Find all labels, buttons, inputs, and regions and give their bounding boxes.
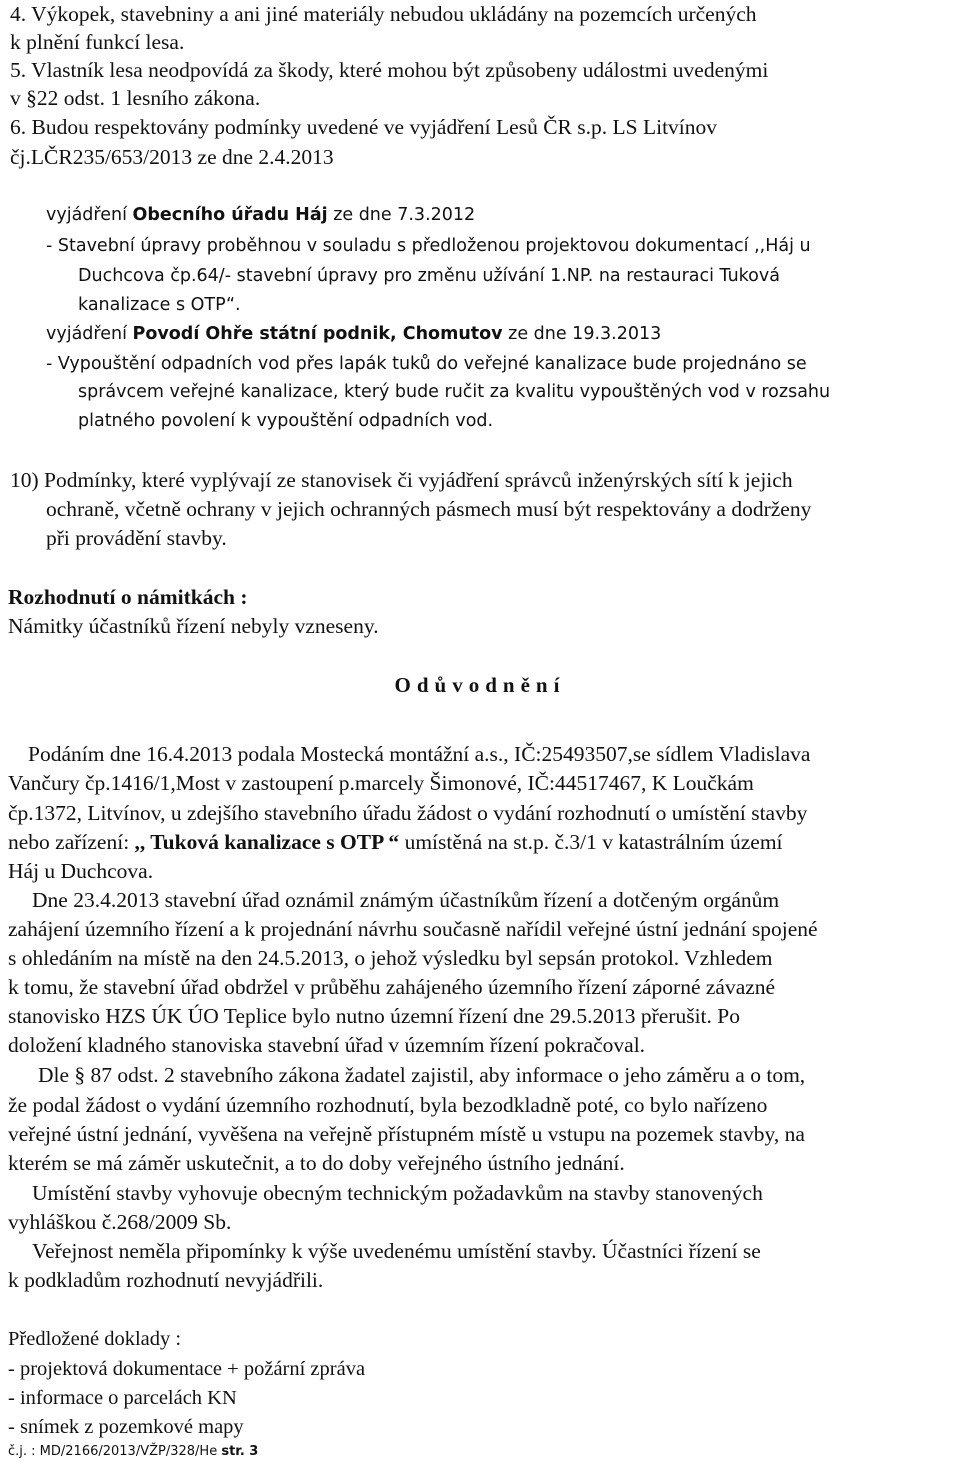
page-number: str. 3 bbox=[221, 1444, 259, 1459]
reasoning-p5-line-1: Veřejnost neměla připomínky k výše uvedenému umístění stavby. Účastníci řízení se bbox=[32, 1239, 761, 1263]
project-name: ,, Tuková kanalizace s OTP “ bbox=[134, 830, 400, 854]
reasoning-p1-line-1: Podáním dne 16.4.2013 podala Mostecká montážní a.s., IČ:25493507,se sídlem Vladislava bbox=[28, 742, 811, 766]
documents-heading: Předložené doklady : bbox=[8, 1328, 182, 1350]
documents-item: - snímek z pozemkové mapy bbox=[8, 1416, 244, 1438]
reasoning-p1-line-3: čp.1372, Litvínov, u zdejšího stavebního úřadu žádost o vydání rozhodnutí o umístění stavby bbox=[8, 801, 808, 825]
obec-statement-heading bbox=[46, 201, 475, 229]
reasoning-p2-line-3: s ohledáním na místě na den 24.5.2013, o jehož výsledku byl sepsán protokol. Vzhledem bbox=[8, 946, 773, 970]
reasoning-p2-line-4: k tomu, že stavební úřad obdržel v průběhu zahájeného územního řízení záporné závazné bbox=[8, 975, 776, 999]
objections-text: Námitky účastníků řízení nebyly vzneseny. bbox=[8, 614, 379, 638]
condition-10-line-1: 10) Podmínky, které vyplývají ze stanovisek či vyjádření správců inženýrských sítí k jejich bbox=[10, 468, 793, 492]
objections-heading: Rozhodnutí o námitkách : bbox=[8, 585, 248, 609]
documents-item: - informace o parcelách KN bbox=[8, 1387, 237, 1409]
condition-4-line-2: k plnění funkcí lesa. bbox=[10, 30, 185, 54]
obec-date: ze dne 7.3.2012 bbox=[327, 205, 476, 225]
reasoning-p5-line-2: k podkladům rozhodnutí nevyjádřili. bbox=[8, 1268, 324, 1292]
condition-5-line-1: 5. Vlastník lesa neodpovídá za škody, které mohou být způsobeny událostmi uvedenými bbox=[10, 58, 769, 82]
condition-4-line-1: 4. Výkopek, stavebniny a ani jiné materiály nebudou ukládány na pozemcích určených bbox=[10, 2, 757, 26]
obec-statement-line-3: kanalizace s OTP“. bbox=[78, 295, 241, 315]
reasoning-p3-line-3: veřejné ústní jednání, vyvěšena na veřejně přístupném místě u vstupu na pozemek stavby, na bbox=[8, 1122, 805, 1146]
povodi-statement-line-2: správcem veřejné kanalizace, který bude ručit za kvalitu vypouštěných vod v rozsahu bbox=[78, 382, 831, 402]
povodi-statement-line-1: - Vypouštění odpadních vod přes lapák tuků do veřejné kanalizace bude projednáno se bbox=[46, 354, 807, 374]
obec-statement-line-2: Duchcova čp.64/- stavební úpravy pro změnu užívání 1.NP. na restauraci Tuková bbox=[78, 266, 780, 286]
povodi-statement-line-3: platného povolení k vypouštění odpadních vod. bbox=[78, 411, 494, 431]
povodi-name: Povodí Ohře státní podnik, Chomutov bbox=[132, 324, 503, 344]
reasoning-p1-line-2: Vančury čp.1416/1,Most v zastoupení p.marcely Šimonové, IČ:44517467, K Loučkám bbox=[8, 771, 754, 795]
povodi-prefix: vyjádření bbox=[46, 324, 133, 344]
povodi-statement-heading bbox=[46, 320, 661, 348]
documents-item: - projektová dokumentace + požární zpráva bbox=[8, 1358, 366, 1380]
reasoning-p3-line-2: že podal žádost o vydání územního rozhodnutí, byla bezodkladně poté, co bylo nařízeno bbox=[8, 1093, 768, 1117]
page-footer bbox=[8, 1444, 258, 1460]
obec-statement-line-1: - Stavební úpravy proběhnou v souladu s předloženou projektovou dokumentací ,,Háj u bbox=[46, 236, 811, 256]
condition-10-line-3: při provádění stavby. bbox=[46, 526, 227, 550]
condition-10-line-2: ochraně, včetně ochrany v jejich ochranných pásmech musí být respektovány a dodrženy bbox=[46, 497, 812, 521]
reasoning-p3-line-4: kterém se má záměr uskutečnit, a to do doby veřejného ústního jednání. bbox=[8, 1151, 625, 1175]
condition-6-line-1: 6. Budou respektovány podmínky uvedené ve vyjádření Lesů ČR s.p. LS Litvínov bbox=[10, 115, 718, 139]
reasoning-p1-l4-c: umístěná na st.p. č.3/1 v katastrálním území bbox=[399, 830, 783, 854]
reasoning-p1-line-5: Háj u Duchcova. bbox=[8, 859, 154, 883]
reasoning-p1-l4-a: nebo zařízení: bbox=[8, 830, 135, 854]
povodi-date: ze dne 19.3.2013 bbox=[502, 324, 662, 344]
reasoning-p2-line-2: zahájení územního řízení a k projednání návrhu současně nařídil veřejné ústní jednání spojené bbox=[8, 917, 818, 941]
condition-5-line-2: v §22 odst. 1 lesního zákona. bbox=[10, 86, 261, 110]
reference-number: č.j. : MD/2166/2013/VŽP/328/He bbox=[8, 1444, 222, 1459]
reasoning-p3-line-1: Dle § 87 odst. 2 stavebního zákona žadatel zajistil, aby informace o jeho záměru a o tom, bbox=[38, 1063, 806, 1087]
reasoning-p1-line-4 bbox=[8, 828, 783, 856]
reasoning-p2-line-6: doložení kladného stanoviska stavební úřad v územním řízení pokračoval. bbox=[8, 1033, 646, 1057]
reasoning-p4-line-1: Umístění stavby vyhovuje obecným technickým požadavkům na stavby stanovených bbox=[32, 1181, 763, 1205]
reasoning-heading: Odůvodnění bbox=[394, 673, 566, 697]
obec-name: Obecního úřadu Háj bbox=[132, 205, 328, 225]
obec-prefix: vyjádření bbox=[46, 205, 133, 225]
reasoning-p2-line-1: Dne 23.4.2013 stavební úřad oznámil známým účastníkům řízení a dotčeným orgánům bbox=[32, 888, 780, 912]
reasoning-p2-line-5: stanovisko HZS ÚK ÚO Teplice bylo nutno územní řízení dne 29.5.2013 přerušit. Po bbox=[8, 1004, 740, 1028]
reasoning-p4-line-2: vyhláškou č.268/2009 Sb. bbox=[8, 1210, 232, 1234]
condition-6-line-2: čj.LČR235/653/2013 ze dne 2.4.2013 bbox=[10, 145, 334, 169]
